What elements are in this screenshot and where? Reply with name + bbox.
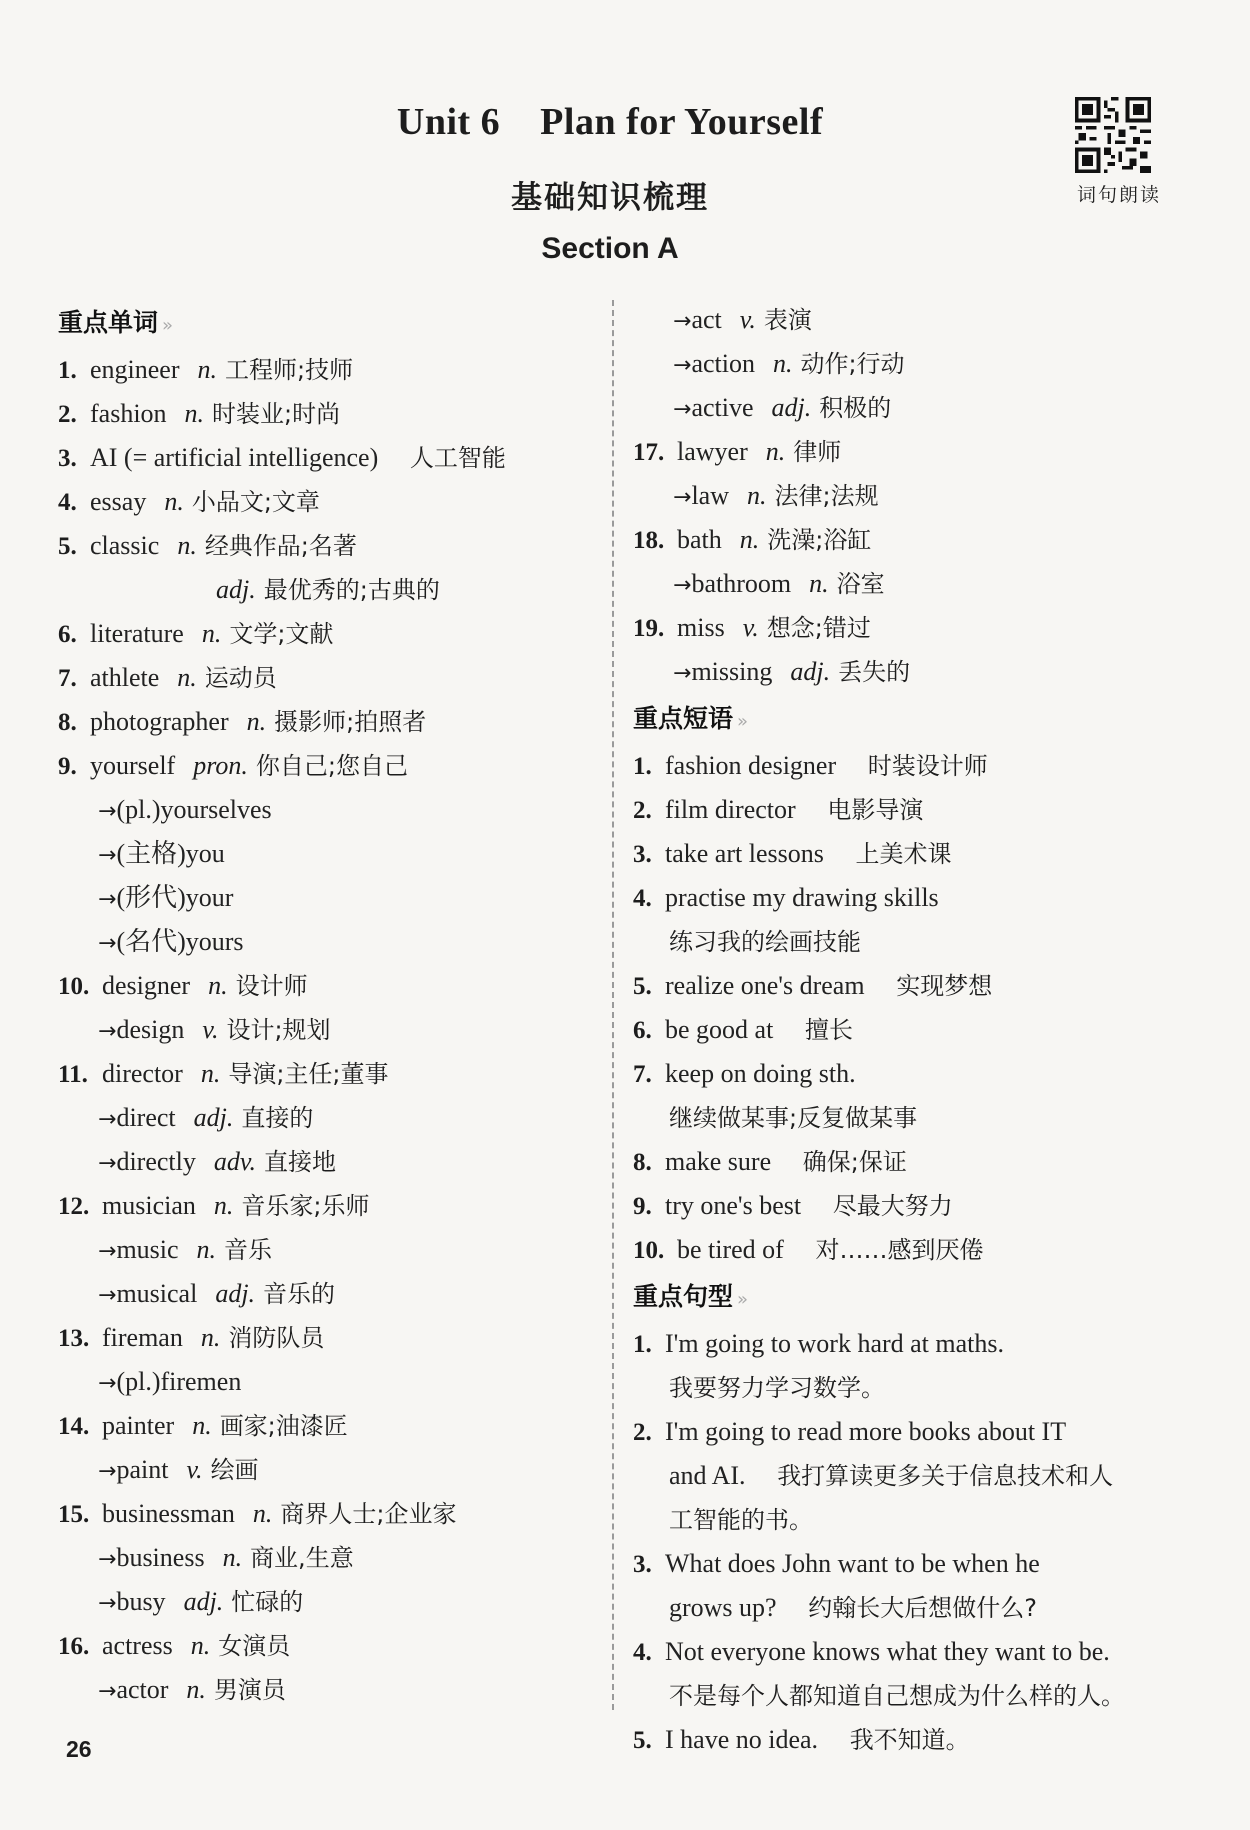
item-chinese: 洗澡;浴缸 [767,526,872,554]
list-item [58,1404,598,1448]
list-item [58,1624,598,1668]
arrow-icon: → [98,1107,117,1132]
arrow-icon: → [673,353,692,378]
list-item [633,832,1193,876]
item-pos: n. [190,1631,211,1660]
item-chinese: 不是每个人都知道自己想成为什么样的人。 [669,1682,1125,1710]
item-english: actor [116,1675,169,1704]
spacer [818,1726,850,1754]
item-english: Not everyone knows what they want to be. [665,1637,1110,1666]
item-number: 19. [633,615,665,642]
item-english: direct [116,1103,176,1132]
item-number: 5. [58,533,77,560]
list-item [633,1322,1193,1366]
list-item [58,1272,598,1316]
list-item [633,920,1193,964]
item-chinese: 练习我的绘画技能 [669,928,861,956]
item-chinese: 上美术课 [855,840,952,868]
list-item [58,612,598,656]
list-item [633,1366,1193,1410]
item-pos: v. [202,1015,219,1044]
item-english: (主格)you [116,839,225,868]
arrow-icon: → [98,1679,117,1704]
item-chinese: 浴室 [836,570,885,598]
list-item [58,788,598,832]
item-english: bath [677,525,722,554]
item-english: athlete [90,663,160,692]
item-pos: n. [177,531,197,560]
item-chinese: 绘画 [210,1456,259,1484]
section-heading-text: 重点句型 [633,1282,734,1311]
page-number: 26 [66,1736,92,1762]
section-heading-text: 重点短语 [633,704,734,733]
spacer [836,752,868,780]
item-english: I'm going to work hard at maths. [665,1329,1005,1358]
list-item [58,1228,598,1272]
item-number: 7. [633,1061,652,1088]
item-number: 3. [58,445,77,472]
arrow-icon: → [98,1151,117,1176]
list-item [58,744,598,788]
list-item [58,1008,598,1052]
list-item [633,606,1193,650]
list-item [58,436,598,480]
spacer [801,1192,833,1220]
arrow-icon: → [673,309,692,334]
spacer [777,1594,809,1622]
arrow-icon: → [98,1371,117,1396]
item-chinese: 积极的 [819,394,892,422]
item-pos: adj. [771,393,812,422]
item-english: I'm going to read more books about IT [665,1417,1067,1446]
item-number: 14. [58,1413,90,1440]
chevron-right-icon: » [162,315,174,336]
list-item [633,1184,1193,1228]
section-heading [633,694,1193,744]
item-english: fireman [102,1323,183,1352]
item-pos: adj. [215,1279,256,1308]
item-chinese: 律师 [793,438,842,466]
arrow-icon: → [98,1019,117,1044]
item-number: 4. [58,489,77,516]
arrow-icon: → [98,1239,117,1264]
item-chinese: 动作;行动 [800,350,905,378]
list-item [633,788,1193,832]
spacer [784,1236,816,1264]
item-english: photographer [90,707,229,736]
arrow-icon: → [98,1547,117,1572]
item-pos: v. [739,305,756,334]
item-chinese: 约翰长大后想做什么? [808,1594,1037,1622]
list-item [633,1542,1193,1586]
chevron-right-icon: » [737,711,749,732]
item-english: essay [90,487,147,516]
arrow-icon: → [98,887,117,912]
item-pos: adv. [213,1147,256,1176]
item-english: grows up? [669,1593,777,1622]
list-item [58,1052,598,1096]
list-item [633,1096,1193,1140]
arrow-icon: → [98,799,117,824]
item-chinese: 文学;文献 [229,620,334,648]
item-number: 13. [58,1325,90,1352]
item-pos: n. [200,1059,221,1088]
item-chinese: 对……感到厌倦 [815,1236,984,1264]
list-item [58,348,598,392]
item-english: bathroom [691,569,792,598]
item-english: lawyer [677,437,748,466]
item-pos: n. [246,707,267,736]
item-pos: adj. [790,657,831,686]
item-number: 18. [633,527,665,554]
item-chinese: 设计;规划 [226,1016,331,1044]
page-subtitle: 基础知识梳理 [511,180,709,216]
item-pos: n. [200,1323,221,1352]
item-chinese: 摄影师;拍照者 [274,708,427,736]
item-chinese: 商界人士;企业家 [280,1500,457,1528]
item-number: 2. [633,797,652,824]
list-item [58,876,598,920]
list-item [633,1228,1193,1272]
item-chinese: 直接地 [263,1148,336,1176]
item-chinese: 时装业;时尚 [212,400,341,428]
item-english: make sure [665,1147,772,1176]
right-column [633,298,1193,1762]
item-chinese: 我打算读更多关于信息技术和人 [777,1462,1114,1490]
item-chinese: 设计师 [235,972,308,1000]
item-pos: n. [186,1675,206,1704]
item-pos: n. [772,349,793,378]
spacer [773,1016,805,1044]
item-english: keep on doing sth. [665,1059,856,1088]
item-english: take art lessons [665,839,824,868]
item-pos: n. [164,487,184,516]
item-chinese: 音乐 [224,1236,273,1264]
item-english: fashion designer [665,751,837,780]
list-item [633,1498,1193,1542]
spacer [796,796,828,824]
arrow-icon: → [98,843,117,868]
arrow-icon: → [673,661,692,686]
column-divider [612,300,614,1710]
item-pos: n. [765,437,786,466]
list-item [633,1410,1193,1454]
item-pos: v. [742,613,759,642]
item-number: 5. [633,973,652,1000]
arrow-icon: → [98,931,117,956]
item-number: 3. [633,1551,652,1578]
list-item [633,1454,1193,1498]
item-number: 11. [58,1061,88,1088]
list-item [58,1492,598,1536]
item-number: 7. [58,665,77,692]
item-english: engineer [90,355,180,384]
item-english: (名代)yours [116,927,244,956]
item-chinese: 商业,生意 [250,1544,354,1572]
item-pos: n. [809,569,829,598]
item-english: musician [102,1191,196,1220]
arrow-icon: → [673,485,692,510]
item-chinese: 工程师;技师 [225,356,354,384]
list-item [633,650,1193,694]
qr-code-icon[interactable] [1075,97,1151,173]
list-item [58,1140,598,1184]
item-english: be tired of [677,1235,784,1264]
item-english: busy [116,1587,166,1616]
item-pos: n. [739,525,760,554]
list-item [633,298,1193,342]
section-heading [633,1272,1193,1322]
section-title: Section A [541,232,679,265]
item-english: and AI. [669,1461,746,1490]
list-item [58,1448,598,1492]
item-english: try one's best [665,1191,802,1220]
item-chinese: 表演 [763,306,812,334]
item-chinese: 男演员 [213,1676,286,1704]
item-chinese: 我不知道。 [849,1726,970,1754]
item-pos: v. [186,1455,203,1484]
list-item [58,1536,598,1580]
item-english: actress [102,1631,173,1660]
item-number: 1. [633,753,652,780]
spacer [746,1462,778,1490]
item-number: 6. [58,621,77,648]
item-english: literature [90,619,184,648]
list-item [58,964,598,1008]
item-chinese: 擅长 [804,1016,853,1044]
list-item [58,656,598,700]
item-pos: n. [196,1235,217,1264]
qr-label: 词句朗读 [1076,184,1161,206]
item-english: business [116,1543,205,1572]
item-english: businessman [102,1499,235,1528]
item-chinese: 确保;保证 [802,1148,907,1176]
item-chinese: 音乐家;乐师 [241,1192,370,1220]
list-item [633,562,1193,606]
item-chinese: 我要努力学习数学。 [669,1374,885,1402]
item-chinese: 法律;法规 [774,482,879,510]
spacer [771,1148,803,1176]
list-item [58,1316,598,1360]
item-chinese: 电影导演 [827,796,924,824]
arrow-icon: → [98,1459,117,1484]
list-item [58,1580,598,1624]
item-number: 9. [58,753,77,780]
item-english: music [116,1235,179,1264]
spacer [378,444,410,472]
item-number: 1. [633,1331,652,1358]
unit-name: Plan for Yourself [540,101,824,143]
arrow-icon: → [673,573,692,598]
item-number: 10. [58,973,90,1000]
item-number: 4. [633,1639,652,1666]
list-item [58,568,598,612]
item-pos: n. [208,971,228,1000]
item-english: active [691,393,754,422]
item-english: be good at [665,1015,774,1044]
list-item [633,474,1193,518]
item-english: musical [116,1279,198,1308]
item-number: 4. [633,885,652,912]
list-item [633,1052,1193,1096]
item-english: miss [677,613,725,642]
arrow-icon: → [98,1283,117,1308]
list-item [58,524,598,568]
list-item [633,876,1193,920]
list-item [633,744,1193,788]
item-pos: adj. [193,1103,234,1132]
item-chinese: 工智能的书。 [669,1506,813,1534]
item-pos: n. [201,619,222,648]
item-number: 2. [58,401,77,428]
list-item [633,1630,1193,1674]
spacer [824,840,856,868]
list-item [633,964,1193,1008]
item-english: painter [102,1411,175,1440]
unit-title [0,100,1220,144]
item-chinese: 导演;主任;董事 [228,1060,389,1088]
list-item [633,1718,1193,1762]
item-english: film director [665,795,796,824]
item-chinese: 小品文;文章 [191,488,320,516]
item-english: action [691,349,755,378]
list-item [58,480,598,524]
item-chinese: 丢失的 [838,658,911,686]
item-number: 6. [633,1017,652,1044]
item-english: act [691,305,722,334]
item-english: yourself [90,751,176,780]
item-english: AI (= artificial intelligence) [90,443,379,472]
item-chinese: 忙碌的 [231,1588,304,1616]
item-english: designer [102,971,191,1000]
item-number: 15. [58,1501,90,1528]
spacer [865,972,897,1000]
chevron-right-icon: » [737,1289,749,1310]
item-pos: adj. [183,1587,224,1616]
list-item [58,1096,598,1140]
item-pos: n. [222,1543,243,1572]
item-chinese: 音乐的 [263,1280,336,1308]
item-pos: n. [213,1191,234,1220]
arrow-icon: → [673,397,692,422]
list-item [633,1008,1193,1052]
item-english: design [116,1015,185,1044]
list-item [633,1586,1193,1630]
item-pos: adj. [216,575,256,604]
item-chinese: 尽最大努力 [832,1192,953,1220]
item-english: realize one's dream [665,971,865,1000]
unit-number: Unit 6 [396,101,501,143]
item-pos: n. [252,1499,273,1528]
item-english: practise my drawing skills [665,883,939,912]
item-english: I have no idea. [665,1725,819,1754]
item-chinese: 运动员 [204,664,277,692]
item-chinese: 实现梦想 [896,972,993,1000]
left-column [58,298,598,1712]
item-english: classic [90,531,160,560]
item-number: 16. [58,1633,90,1660]
item-number: 10. [633,1237,665,1264]
item-chinese: 继续做某事;反复做某事 [669,1104,918,1132]
item-chinese: 你自己;您自己 [255,752,408,780]
item-english: What does John want to be when he [665,1549,1040,1578]
list-item [58,700,598,744]
item-number: 8. [58,709,77,736]
item-number: 8. [633,1149,652,1176]
item-number: 3. [633,841,652,868]
item-english: law [691,481,729,510]
list-item [58,1668,598,1712]
item-number: 9. [633,1193,652,1220]
arrow-icon: → [98,1591,117,1616]
list-item [58,920,598,964]
list-item [58,1184,598,1228]
item-pos: n. [192,1411,212,1440]
item-chinese: 最优秀的;古典的 [263,576,440,604]
item-english: missing [691,657,773,686]
item-pos: n. [177,663,197,692]
item-chinese: 直接的 [241,1104,314,1132]
item-chinese: 时装设计师 [867,752,988,780]
section-heading [58,298,598,348]
item-chinese: 人工智能 [409,444,506,472]
item-number: 2. [633,1419,652,1446]
item-english: (pl.)firemen [116,1367,242,1396]
list-item [633,1140,1193,1184]
item-english: fashion [90,399,167,428]
section-heading-text: 重点单词 [58,308,159,337]
list-item [633,518,1193,562]
item-number: 17. [633,439,665,466]
item-number: 12. [58,1193,90,1220]
list-item [58,1360,598,1404]
item-chinese: 想念;错过 [766,614,871,642]
item-pos: n. [184,399,205,428]
item-chinese: 女演员 [218,1632,291,1660]
item-number: 1. [58,357,77,384]
item-pos: n. [197,355,218,384]
item-english: (形代)your [116,883,234,912]
item-pos: n. [746,481,767,510]
item-english: (pl.)yourselves [116,795,272,824]
item-chinese: 经典作品;名著 [204,532,357,560]
item-english: director [102,1059,183,1088]
item-chinese: 消防队员 [228,1324,325,1352]
list-item [58,832,598,876]
item-pos: pron. [193,751,248,780]
item-english: paint [116,1455,169,1484]
list-item [633,1674,1193,1718]
list-item [58,392,598,436]
item-english: directly [116,1147,196,1176]
list-item [633,342,1193,386]
item-number: 5. [633,1727,652,1754]
item-chinese: 画家;油漆匠 [219,1412,348,1440]
list-item [633,430,1193,474]
list-item [633,386,1193,430]
